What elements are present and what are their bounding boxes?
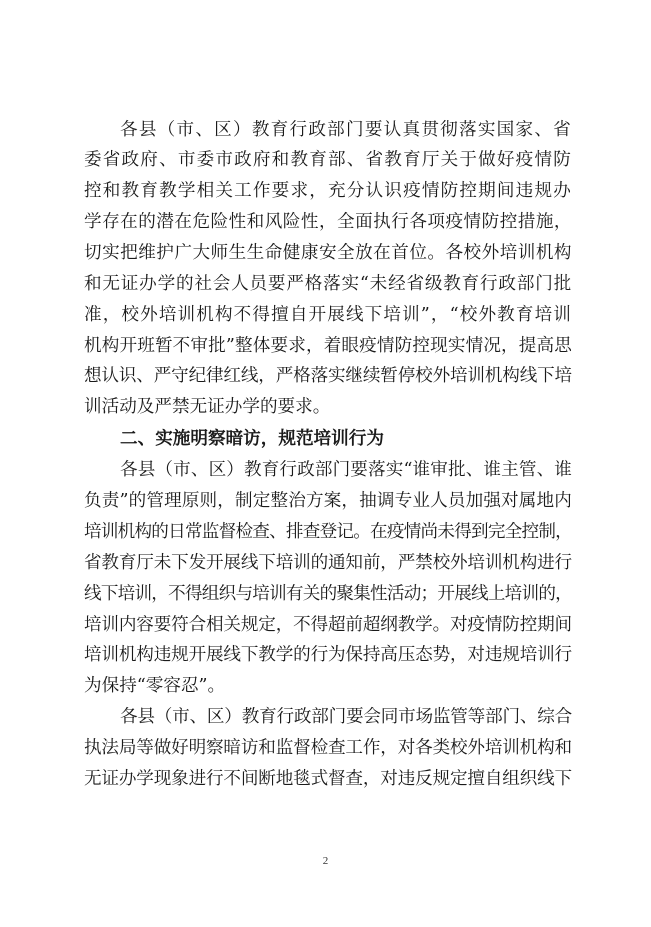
paragraph-line [0,610,651,640]
paragraph-line [0,671,651,701]
paragraph-line [0,331,651,361]
paragraph-line [0,733,651,763]
paragraph-line [0,764,651,794]
line-text: 想认识、严守纪律红线，严格落实继续暂停校外培训机构线下培 [84,366,572,386]
paragraph-line [0,145,651,175]
line-text: 培训机构的日常监督检查、排查登记。在疫情尚未得到完全控制， [84,522,572,542]
line-text: 机构开班暂不审批”整体要求，着眼疫情防控现实情况，提高思 [84,336,572,356]
line-text: 省教育厅未下发开展线下培训的通知前，严禁校外培训机构进行 [84,553,572,573]
line-text: 和无证办学的社会人员要严格落实“未经省级教育行政部门批 [84,274,572,294]
paragraph-line [0,361,651,391]
line-text: 委省政府、市委市政府和教育部、省教育厅关于做好疫情防 [84,150,572,170]
line-text: 各县（市、区）教育行政部门要落实“谁审批、谁主管、谁 [120,460,572,480]
paragraph-line [0,392,651,422]
paragraph-line [0,176,651,206]
page-number: 2 [322,855,329,867]
line-text: 准，校外培训机构不得擅自开展线下培训”，“校外教育培训 [84,305,572,325]
line-text: 培训内容要符合相关规定，不得超前超纲教学。对疫情防控期间 [84,615,572,635]
paragraph-line [0,300,651,330]
paragraph-line [0,702,651,732]
heading-text: 二、实施明察暗访，规范培训行为 [120,429,384,449]
line-text: 负责”的管理原则，制定整治方案，抽调专业人员加强对属地内 [84,491,572,511]
paragraph-line [0,517,651,547]
paragraph-line [0,207,651,237]
line-text: 训活动及严禁无证办学的要求。 [84,397,331,417]
line-text: 控和教育教学相关工作要求，充分认识疫情防控期间违规办 [84,181,572,201]
paragraph-line [0,640,651,670]
section-heading [0,424,651,454]
paragraph-line [0,548,651,578]
line-text: 各县（市、区）教育行政部门要认真贯彻落实国家、省 [120,120,572,140]
line-text: 切实把维护广大师生生命健康安全放在首位。各校外培训机构 [84,243,572,263]
line-text: 无证办学现象进行不间断地毯式督查，对违反规定擅自组织线下 [84,769,572,789]
paragraph-line [0,486,651,516]
line-text: 为保持“零容忍”。 [84,676,226,696]
paragraph-line [0,115,651,145]
line-text: 培训机构违规开展线下教学的行为保持高压态势，对违规培训行 [84,645,572,665]
line-text: 线下培训，不得组织与培训有关的聚集性活动；开展线上培训的， [84,584,572,604]
paragraph-line [0,269,651,299]
line-text: 各县（市、区）教育行政部门要会同市场监管等部门、综合 [120,707,572,727]
line-text: 执法局等做好明察暗访和监督检查工作，对各类校外培训机构和 [84,738,572,758]
paragraph-line [0,238,651,268]
paragraph-line [0,579,651,609]
paragraph-line [0,455,651,485]
line-text: 学存在的潜在危险性和风险性，全面执行各项疫情防控措施， [84,212,572,232]
